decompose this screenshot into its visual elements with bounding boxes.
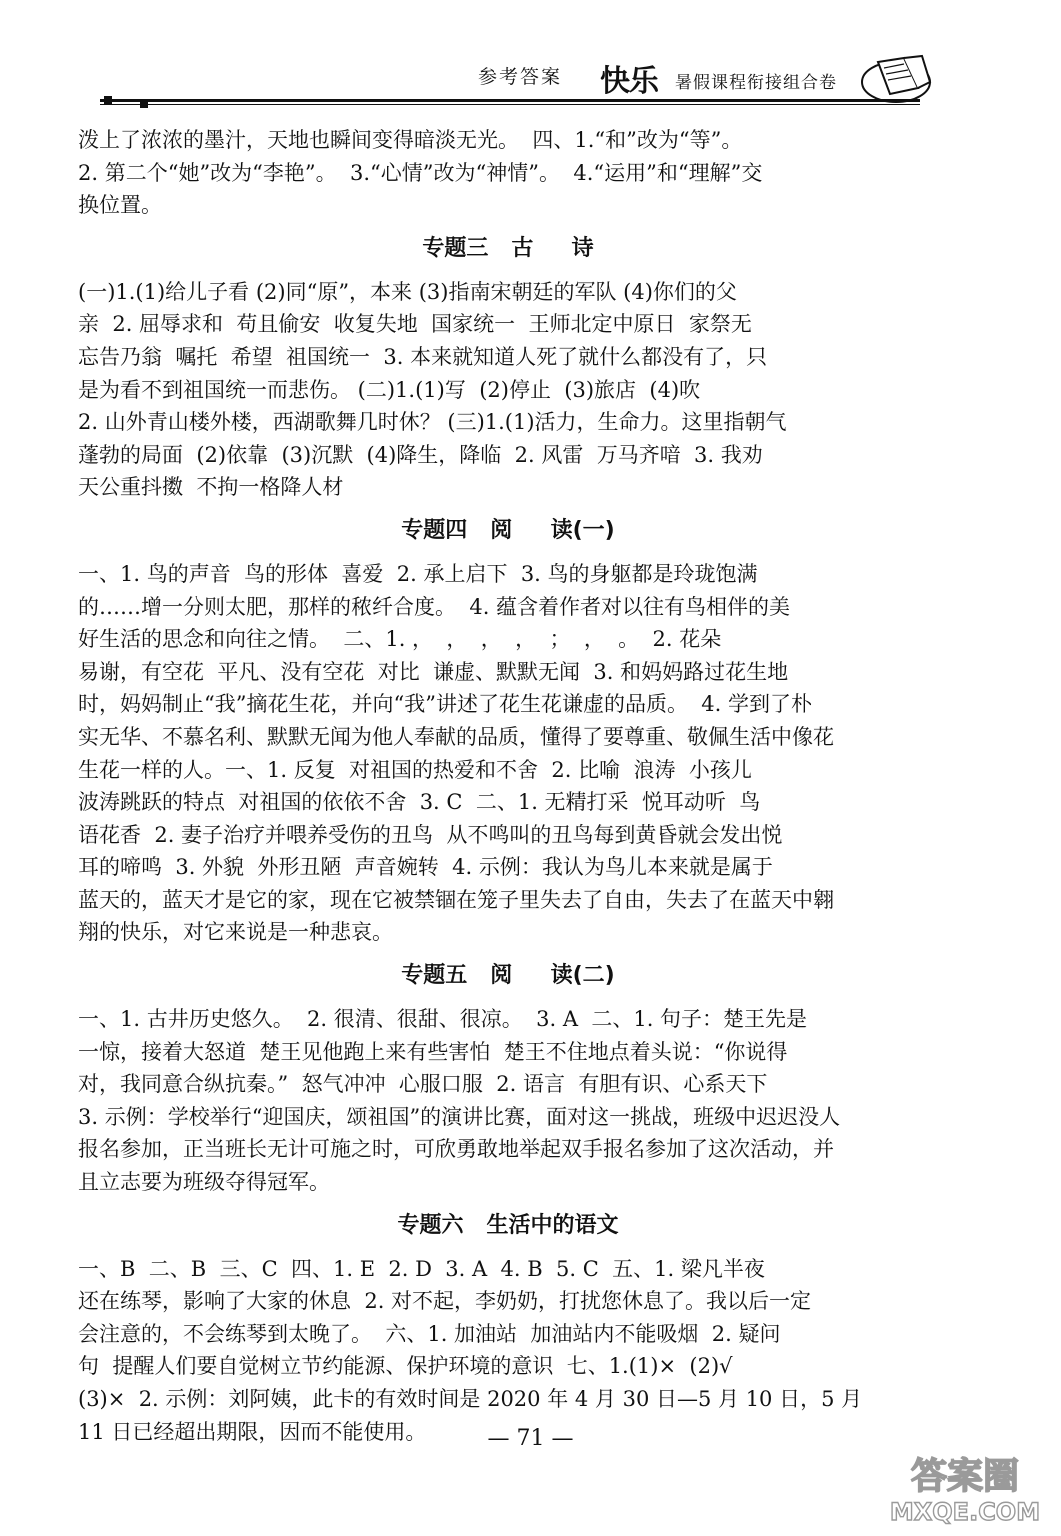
text-line: 耳的啼鸣 3. 外貌 外形丑陋 声音婉转 4. 示例：我认为鸟儿本来就是属于 — [78, 855, 773, 880]
text-line: 生花一样的人。一、1. 反复 对祖国的热爱和不舍 2. 比喻 浪涛 小孩儿 — [78, 757, 752, 782]
section-heading: 专题六 生活中的语文 — [397, 1212, 619, 1238]
answer-content — [78, 124, 938, 1448]
watermark-logo — [880, 1450, 1050, 1530]
text-line: 实无华、不慕名利、默默无闻为他人奉献的品质，懂得了要尊重、敬佩生活中像花 — [78, 724, 834, 749]
text-line: 是为看不到祖国统一而悲伤。 (二)1.(1)写 (2)停止 (3)旅店 (4)吹 — [78, 377, 701, 402]
text-line: 对，我同意合纵抗秦。” 怒气冲冲 心服口服 2. 语言 有胆有识、心系天下 — [78, 1072, 768, 1097]
text-line: 时，妈妈制止“我”摘花生花，并向“我”讲述了花生花谦虚的品质。 4. 学到了朴 — [78, 692, 813, 717]
text-line: 易谢，有空花 平凡、没有空花 对比 谦虚、默默无闻 3. 和妈妈路过花生地 — [78, 659, 789, 684]
section-heading: 专题三 古 诗 — [422, 235, 594, 261]
text-line: 一、1. 鸟的声音 鸟的形体 喜爱 2. 承上启下 3. 鸟的身躯都是玲珑饱满 — [78, 561, 758, 586]
text-line: 好生活的思念和向往之情。 二、1. ， ， ， ， ； ， 。 2. 花朵 — [78, 627, 722, 652]
series-title: 暑假课程衔接组合卷 — [675, 73, 837, 93]
text-line: (3)× 2. 示例：刘阿姨，此卡的有效时间是 2020 年 4 月 30 日—5 月 10 日，5 月 — [78, 1387, 863, 1411]
text-line: 2. 山外青山楼外楼，西湖歌舞几时休？ (三)1.(1)活力，生命力。这里指朝气 — [78, 410, 787, 435]
text-line: 还在练琴，影响了大家的休息 2. 对不起，李奶奶，打扰您休息了。我以后一定 — [78, 1289, 812, 1314]
section-heading: 专题五 阅 读(二) — [401, 963, 615, 989]
text-line: 换位置。 — [78, 193, 162, 218]
text-line: 泼上了浓浓的墨汁，天地也瞬间变得暗淡无光。 四、1.“和”改为“等”。 — [78, 128, 743, 152]
watermark-url: MXQE.COM — [889, 1498, 1041, 1526]
header-rule — [100, 99, 920, 102]
text-line: 蓬勃的局面 (2)依靠 (3)沉默 (4)降生，降临 2. 风雷 万马齐喑 3. 我劝 — [78, 442, 763, 467]
text-line: 句 提醒人们要自觉树立节约能源、保护环境的意识 七、1.(1)× (2)√ — [78, 1354, 733, 1379]
answer-paragraph — [78, 1253, 938, 1449]
text-line: 的……增一分则太肥，那样的秾纤合度。 4. 蕴含着作者对以往有鸟相伴的美 — [78, 594, 791, 619]
text-line: 天公重抖擞 不拘一格降人材 — [78, 475, 344, 500]
text-line: 亲 2. 屈辱求和 苟且偷安 收复失地 国家统一 王师北定中原日 家祭无 — [78, 312, 752, 337]
watermark-text: 答案圈 — [910, 1456, 1020, 1497]
text-line: 2. 第二个“她”改为“李艳”。 3.“心情”改为“神情”。 4.“运用”和“理解”交 — [78, 160, 763, 185]
text-line: 翔的快乐，对它来说是一种悲哀。 — [78, 920, 393, 945]
text-line: (一)1.(1)给儿子看 (2)同“原”，本来 (3)指南宋朝廷的军队 (4)你们的父 — [78, 279, 737, 304]
text-line: 且立志要为班级夺得冠军。 — [78, 1170, 330, 1195]
text-line: 蓝天的，蓝天才是它的家，现在它被禁锢在笼子里失去了自由，失去了在蓝天中翱 — [78, 887, 834, 912]
text-line: 语花香 2. 妻子治疗并喂养受伤的丑鸟 从不鸣叫的丑鸟每到黄昏就会发出悦 — [78, 822, 783, 847]
text-line: 一、B 二、B 三、C 四、1. E 2. D 3. A 4. B 5. C 五、1. 梁凡半夜 — [78, 1256, 765, 1281]
section-label: 参考答案 — [478, 66, 563, 88]
text-line: 波涛跳跃的特点 对祖国的依依不舍 3. C 二、1. 无精打采 悦耳动听 鸟 — [78, 790, 761, 815]
answer-paragraph — [78, 124, 938, 222]
text-line: 一惊，接着大怒道 楚王见他跑上来有些害怕 楚王不住地点着头说：“你说得 — [78, 1039, 788, 1064]
answer-paragraph — [78, 1003, 938, 1199]
answer-paragraph — [78, 558, 938, 949]
text-line: 一、1. 古井历史悠久。 2. 很清、很甜、很凉。 3. A 二、1. 句子：楚王先是 — [78, 1007, 808, 1032]
page-number: — 71 — — [487, 1426, 574, 1451]
text-line: 会注意的，不会练琴到太晚了。 六、1. 加油站 加油站内不能吸烟 2. 疑问 — [78, 1321, 781, 1346]
text-line: 忘告乃翁 嘱托 希望 祖国统一 3. 本来就知道人死了就什么都没有了，只 — [78, 344, 768, 369]
page-header — [0, 0, 1061, 112]
book-icon — [860, 48, 936, 106]
answer-paragraph — [78, 276, 938, 504]
section-heading: 专题四 阅 读(一) — [401, 517, 615, 543]
brand-logo-text: 快乐 — [600, 64, 658, 99]
text-line: 3. 示例：学校举行“迎国庆，颂祖国”的演讲比赛，面对这一挑战，班级中迟迟没人 — [78, 1104, 841, 1129]
text-line: 11 日已经超出期限，因而不能使用。 — [78, 1419, 427, 1444]
header-rule-thin — [100, 104, 920, 105]
text-line: 报名参加，正当班长无计可施之时，可欣勇敢地举起双手报名参加了这次活动，并 — [78, 1137, 834, 1162]
